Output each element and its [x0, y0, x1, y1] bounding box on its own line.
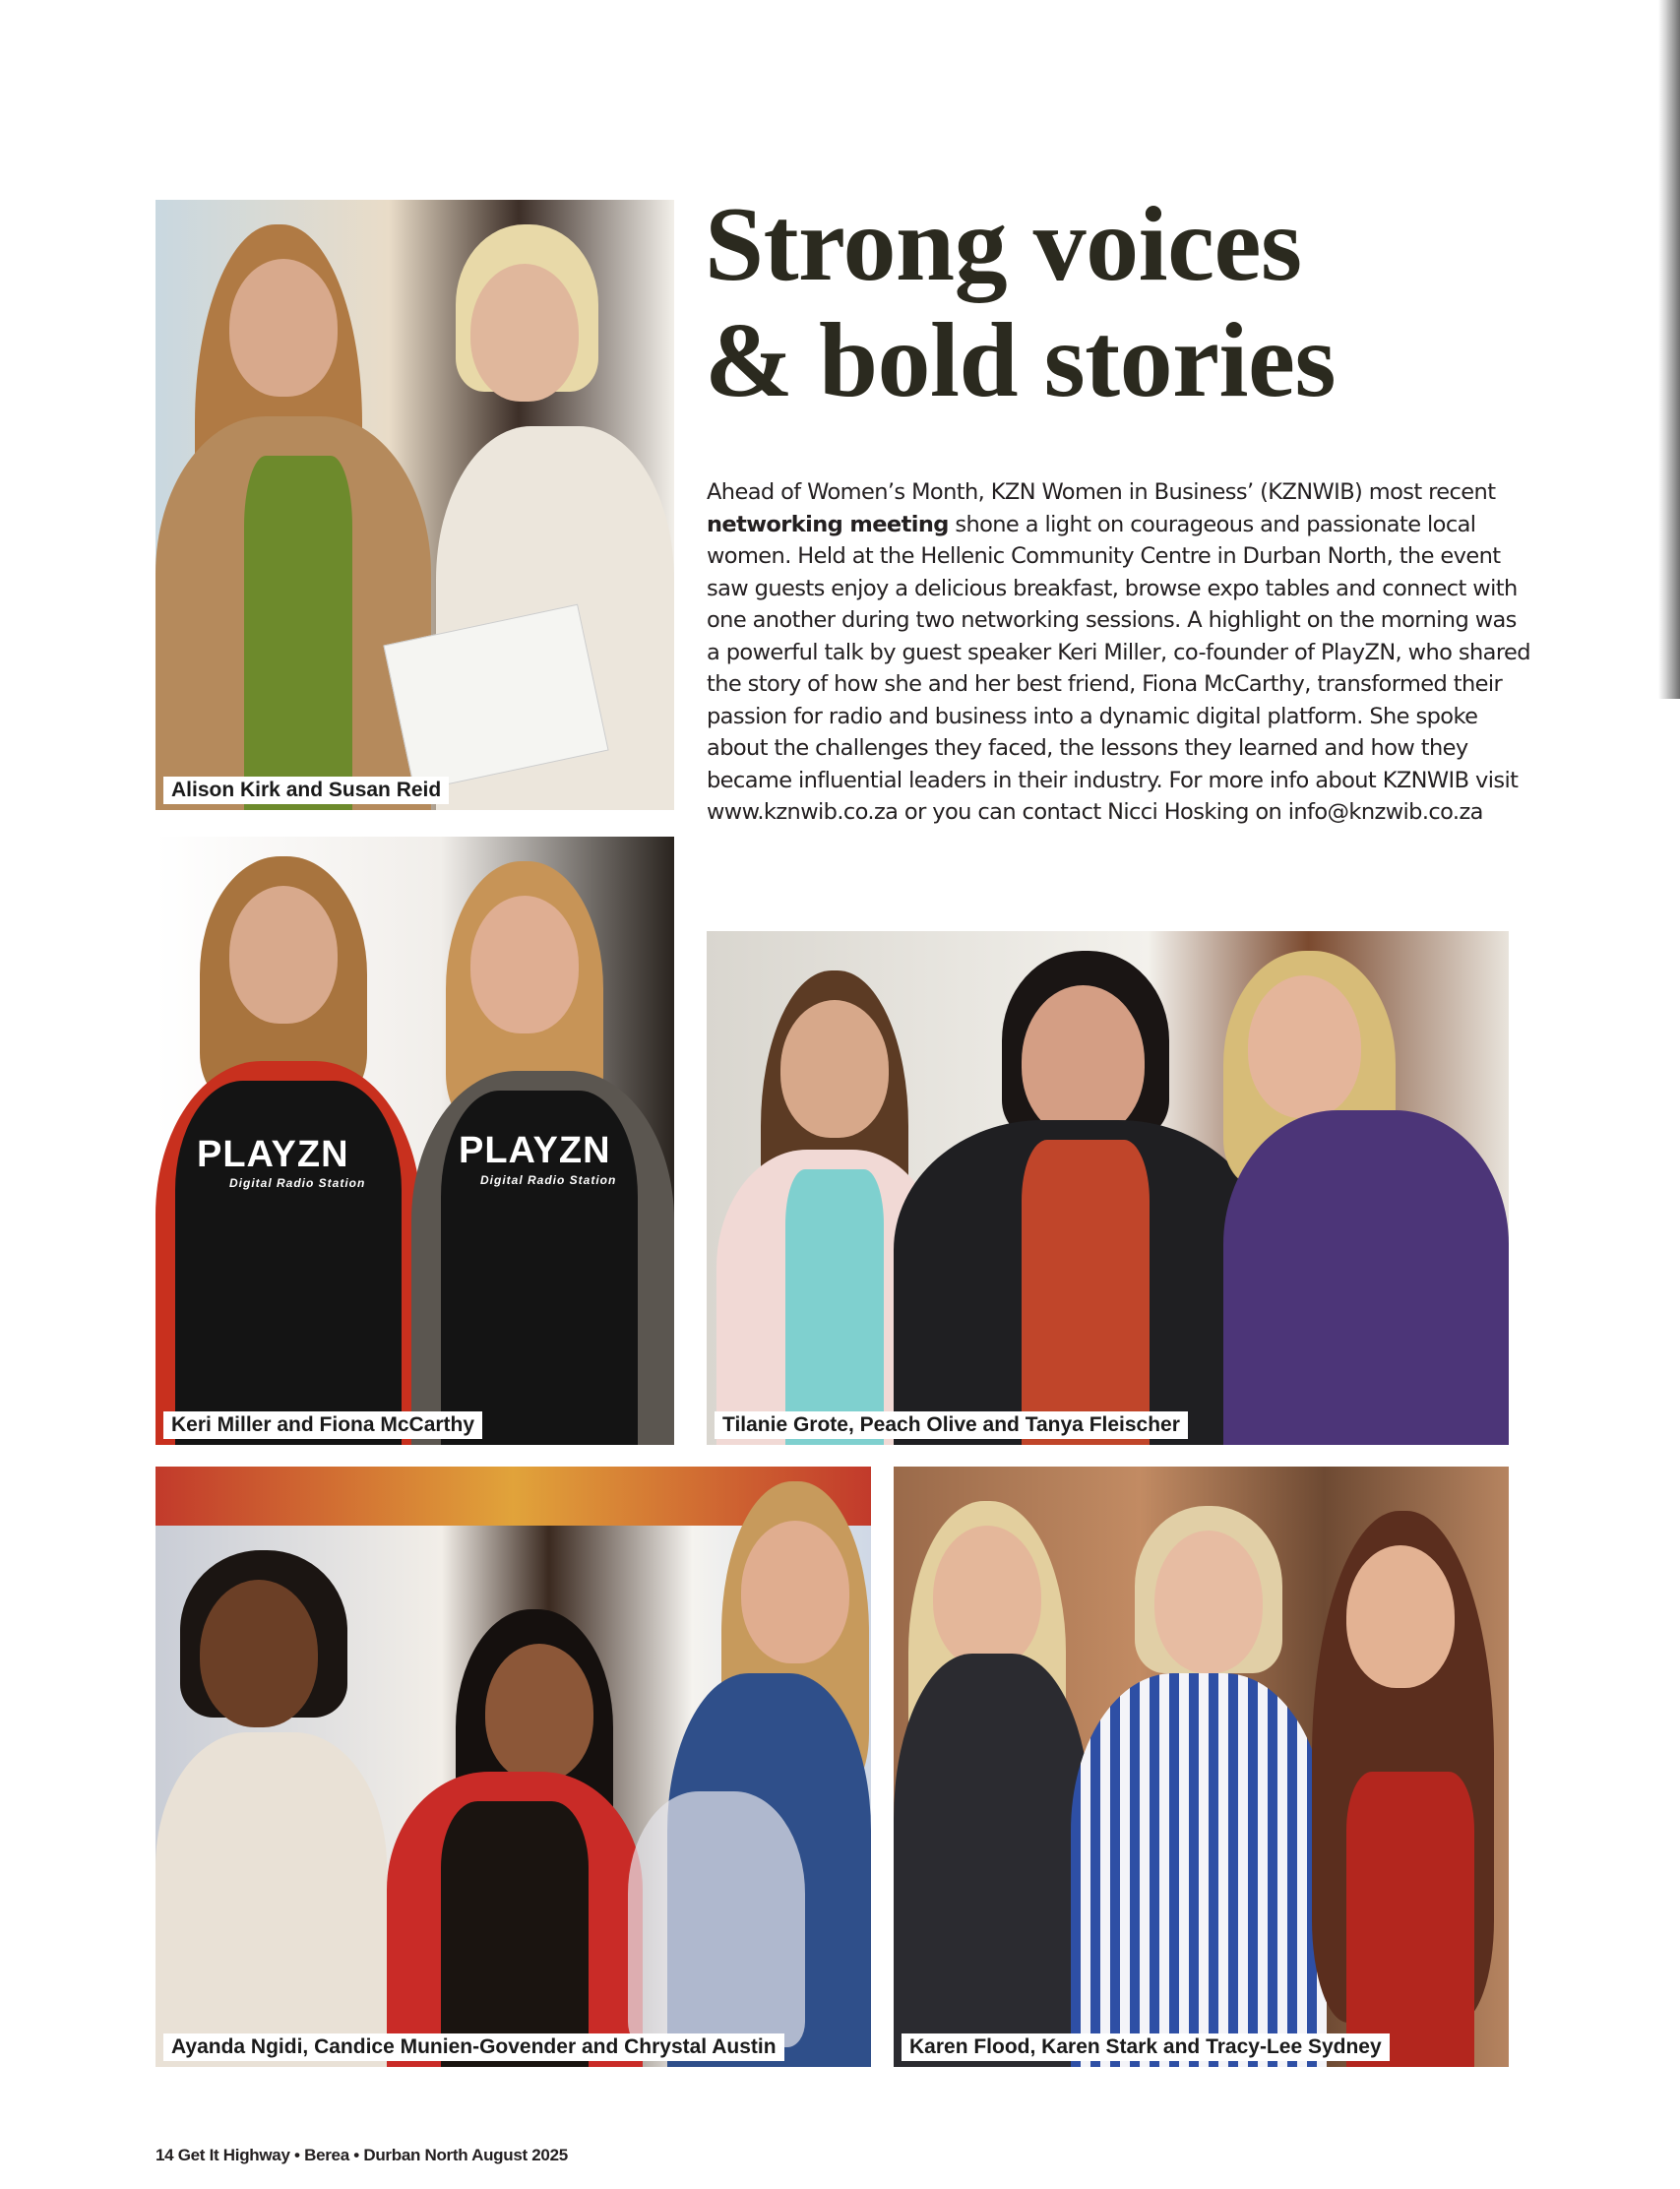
headline-line-1: Strong voices: [705, 186, 1302, 303]
shirt-brand: PLAYZN: [197, 1134, 349, 1175]
page-footer: 14 Get It Highway • Berea • Durban North August 2025: [156, 2146, 568, 2164]
headline-line-2: & bold stories: [705, 302, 1336, 419]
body-text-part-1: Ahead of Women’s Month, KZN Women in Business’ (KZNWIB) most recent: [707, 479, 1496, 505]
photo-caption: Keri Miller and Fiona McCarthy: [163, 1411, 482, 1439]
photo-caption: Ayanda Ngidi, Candice Munien-Govender and Chrystal Austin: [163, 2033, 784, 2061]
photo-karen-karen-tracy: [894, 1467, 1509, 2067]
page-edge-shadow: [1658, 0, 1680, 699]
shirt-subtitle: Digital Radio Station: [229, 1176, 366, 1190]
photo-tilanie-peach-tanya: [707, 931, 1509, 1445]
photo-caption: Tilanie Grote, Peach Olive and Tanya Fleischer: [715, 1411, 1188, 1439]
body-text-part-2: shone a light on courageous and passionate local women. Held at the Hellenic Community Centre in Durban North, the event saw guests enjoy a delicious breakfast, browse expo tables and connect with one another during two networking sessions. A highlight on the morning was a powerful talk by guest speaker Keri Miller, co-founder of PlayZN, who shared the story of how she and her best friend, Fiona McCarthy, transformed their passion for radio and business into a dynamic digital platform. She spoke about the challenges they faced, the lessons they learned and how they became influential leaders in their industry. For more info about KZNWIB visit www.kznwib.co.za or you can contact Nicci Hosking on info@knzwib.co.za: [707, 511, 1530, 825]
photo-keri-fiona: [156, 837, 674, 1445]
photo-caption: Alison Kirk and Susan Reid: [163, 777, 449, 804]
photo-ayanda-candice-chrystal: [156, 1467, 871, 2067]
article-body: [707, 476, 1533, 829]
article-headline: [705, 187, 1571, 419]
photo-alison-susan: [156, 200, 674, 810]
shirt-brand: PLAYZN: [459, 1130, 611, 1171]
photo-caption: Karen Flood, Karen Stark and Tracy-Lee Sydney: [902, 2033, 1390, 2061]
body-text-bold: networking meeting: [707, 511, 949, 537]
shirt-subtitle: Digital Radio Station: [480, 1173, 617, 1187]
